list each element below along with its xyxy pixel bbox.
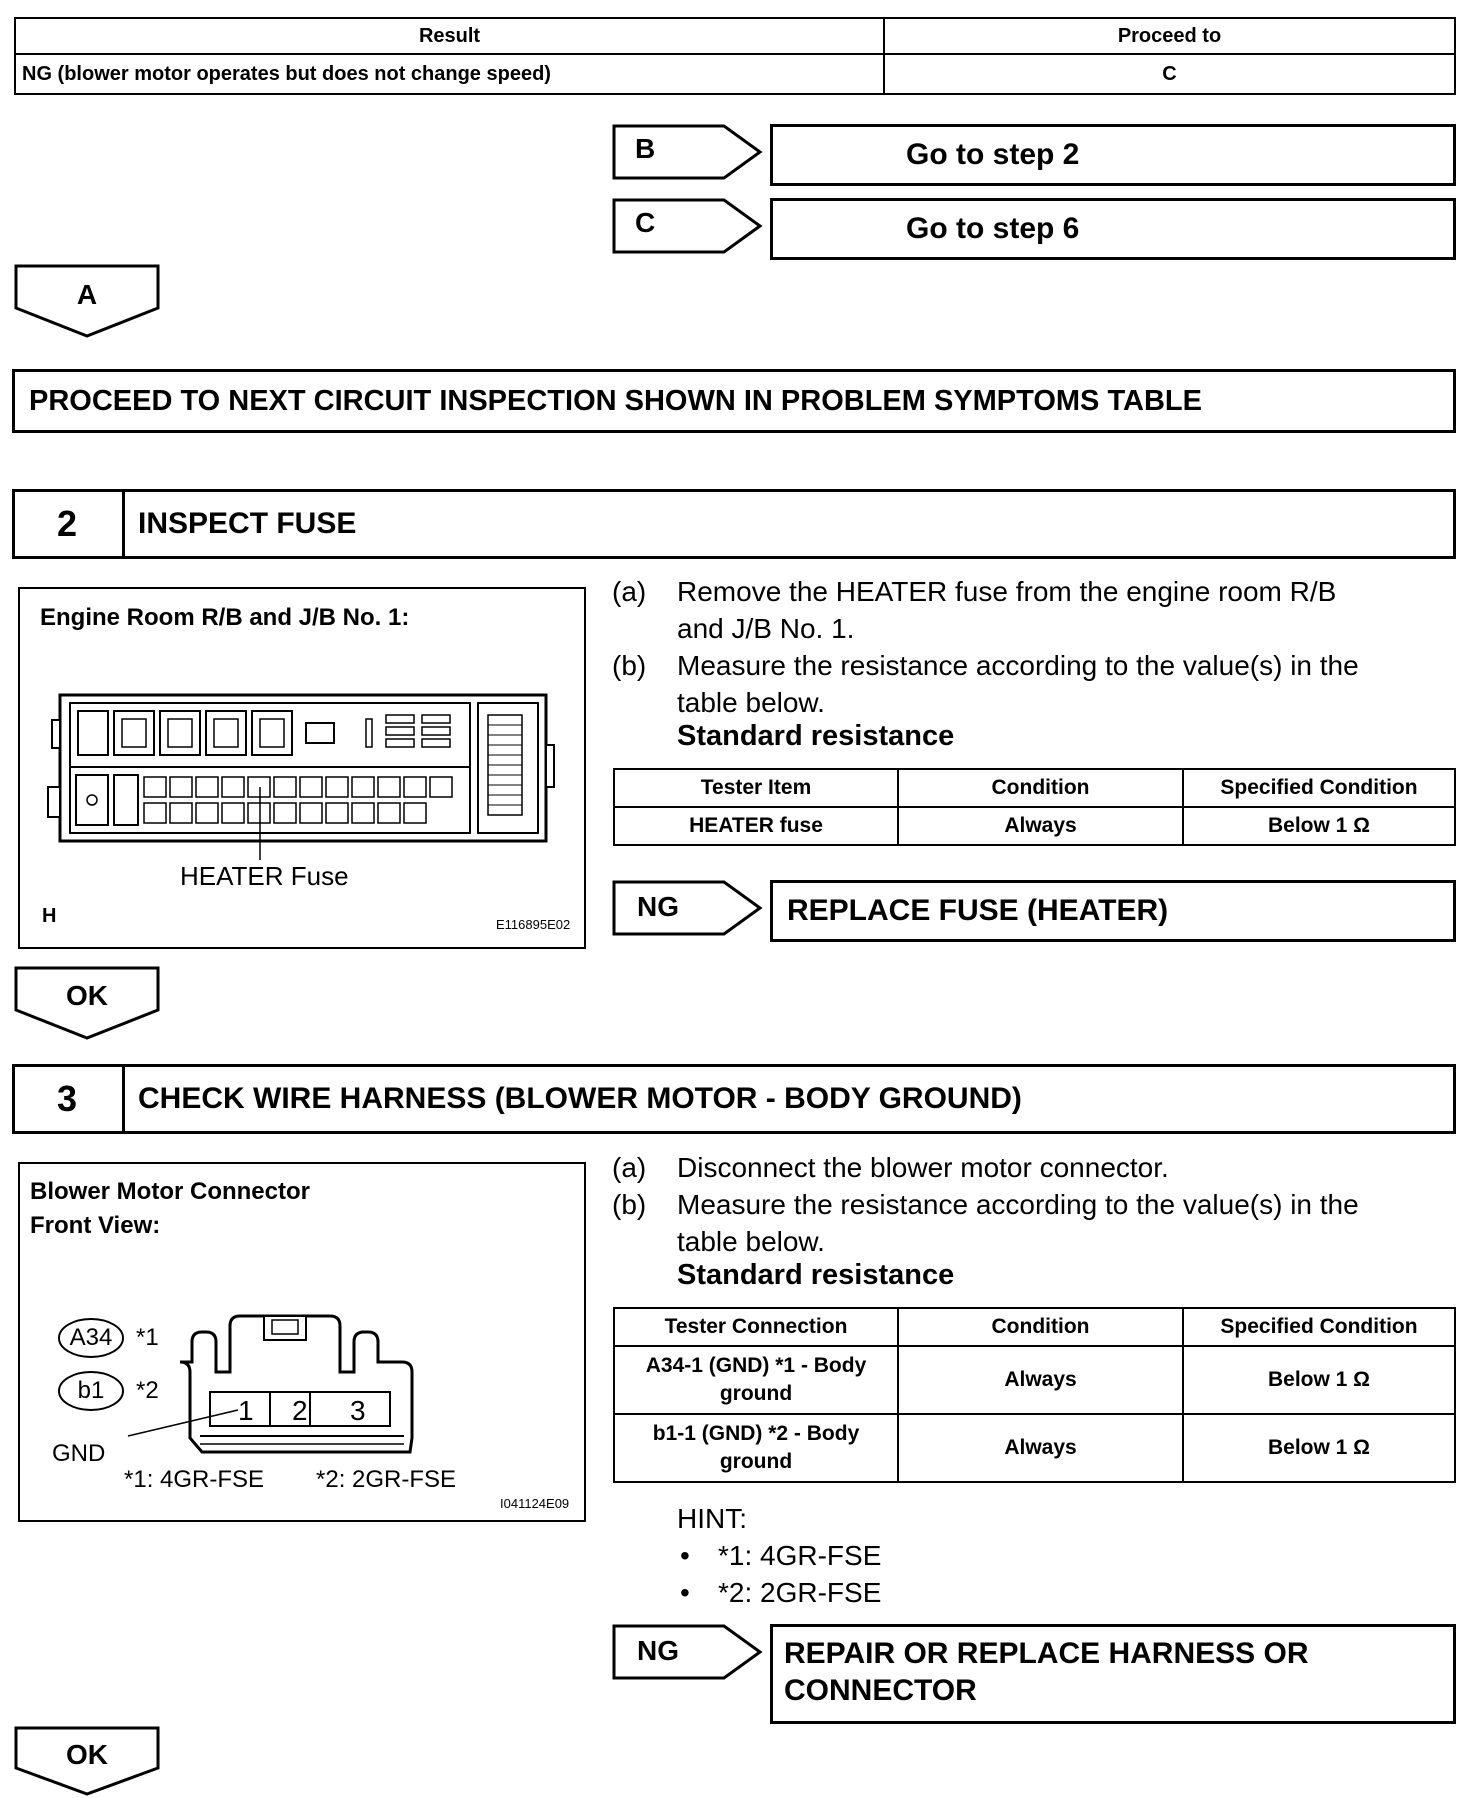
tester-item-header: Tester Item	[614, 769, 898, 807]
heater-fuse-callout: HEATER Fuse	[180, 861, 349, 891]
branch-c-tag: C	[635, 207, 656, 238]
connector-figure-subtitle: Front View:	[30, 1212, 161, 1239]
connector-pin-3: 3	[350, 1395, 366, 1426]
condition-header: Condition	[898, 769, 1183, 807]
replace-fuse-label: REPLACE FUSE (HEATER)	[787, 894, 1169, 927]
condition-cell: Always	[898, 807, 1183, 845]
connection-line-2: ground	[719, 1382, 793, 1405]
step-3-instruction-a	[612, 1149, 1462, 1189]
proceed-box	[12, 369, 1456, 433]
specified-condition-cell: Below 1 Ω	[1183, 807, 1455, 845]
step-2-ng-arrow[interactable]	[612, 880, 762, 936]
specified-condition-header: Specified Condition	[1183, 1308, 1455, 1346]
proceed-label: PROCEED TO NEXT CIRCUIT INSPECTION SHOWN IN PROBLEM SYMPTOMS TABLE	[29, 384, 1202, 417]
proceed-cell: C	[884, 54, 1455, 94]
go-to-step-2-button[interactable]	[770, 124, 1456, 186]
instruction-b-label: (b)	[612, 650, 647, 681]
fuse-figure-corner-mark: H	[42, 905, 57, 927]
instruction-b-label: (b)	[612, 1189, 647, 1220]
step-3-ng-arrow[interactable]	[612, 1624, 762, 1680]
specified-condition-cell: Below 1 Ω	[1183, 1346, 1455, 1414]
tester-connection-cell	[614, 1414, 898, 1482]
connection-line-2: ground	[719, 1450, 793, 1473]
hint-bullet-1: •	[680, 1540, 690, 1571]
connector-legend-1: *1: 4GR-FSE	[124, 1466, 265, 1493]
hint-item-2: *2: 2GR-FSE	[718, 1577, 882, 1608]
step-2-title: INSPECT FUSE	[138, 507, 357, 540]
connector-legend-2: *2: 2GR-FSE	[316, 1466, 457, 1493]
instruction-a-line-1: Remove the HEATER fuse from the engine room R/B	[677, 576, 1337, 607]
step-3-instruction-b	[612, 1186, 1462, 1266]
instruction-b-line-2: table below.	[677, 1226, 825, 1257]
step-2-instruction-a	[612, 573, 1462, 653]
connector-code-a34-note: *1	[136, 1324, 159, 1351]
connection-line-1: b1-1 (GND) *2 - Body	[652, 1422, 860, 1445]
step-3-ok-tag: OK	[66, 1739, 108, 1770]
instruction-b-line-2: table below.	[677, 687, 825, 718]
instruction-a-line-1: Disconnect the blower motor connector.	[677, 1152, 1169, 1183]
condition-cell: Always	[898, 1346, 1183, 1414]
step-3-standard-label: Standard resistance	[677, 1259, 955, 1291]
hint-title: HINT:	[677, 1503, 747, 1534]
connector-gnd-label: GND	[52, 1440, 106, 1467]
step-3-title: CHECK WIRE HARNESS (BLOWER MOTOR - BODY GROUND)	[138, 1082, 1022, 1115]
result-header: Result	[15, 18, 884, 54]
instruction-b-line-1: Measure the resistance according to the value(s) in the	[677, 1189, 1359, 1220]
go-to-step-2-label: Go to step 2	[906, 138, 1080, 171]
proceed-header: Proceed to	[884, 18, 1455, 54]
connector-code-b1-note: *2	[136, 1377, 159, 1404]
fuse-figure-id: E116895E02	[496, 917, 571, 932]
connector-figure-title: Blower Motor Connector	[30, 1178, 310, 1205]
fuse-block-diagram	[48, 695, 558, 845]
repair-harness-button[interactable]	[770, 1624, 1456, 1724]
result-table	[14, 17, 1456, 95]
connector-code-b1: b1	[77, 1377, 105, 1404]
go-to-step-6-button[interactable]	[770, 198, 1456, 260]
tester-connection-header: Tester Connection	[614, 1308, 898, 1346]
branch-b-tag: B	[635, 133, 656, 164]
specified-condition-header: Specified Condition	[1183, 769, 1455, 807]
hint-bullet-2: •	[680, 1577, 690, 1608]
instruction-b-line-1: Measure the resistance according to the value(s) in the	[677, 650, 1359, 681]
step-3-number: 3	[12, 1064, 125, 1134]
result-cell: NG (blower motor operates but does not change speed)	[15, 54, 884, 94]
hint-item-1: *1: 4GR-FSE	[718, 1540, 882, 1571]
repair-harness-label-line-2: CONNECTOR	[784, 1674, 977, 1707]
instruction-a-label: (a)	[612, 1152, 647, 1183]
step-2-ok-tag: OK	[66, 980, 108, 1011]
repair-harness-label-line-1: REPAIR OR REPLACE HARNESS OR	[784, 1637, 1309, 1670]
replace-fuse-button[interactable]	[770, 880, 1456, 942]
step-3-resistance-table	[613, 1307, 1456, 1483]
step-2-number: 2	[12, 489, 125, 559]
specified-condition-cell: Below 1 Ω	[1183, 1414, 1455, 1482]
step-2-resistance-table	[613, 768, 1456, 846]
blower-connector-diagram	[110, 1312, 420, 1462]
condition-cell: Always	[898, 1414, 1183, 1482]
step-2-instruction-b	[612, 647, 1462, 727]
connector-figure-id: I041124E09	[500, 1496, 570, 1511]
tester-item-cell: HEATER fuse	[614, 807, 898, 845]
connection-line-1: A34-1 (GND) *1 - Body	[645, 1354, 867, 1377]
instruction-a-label: (a)	[612, 576, 647, 607]
tester-connection-cell	[614, 1346, 898, 1414]
fuse-figure-title: Engine Room R/B and J/B No. 1:	[40, 604, 410, 631]
connector-pin-2: 2	[292, 1395, 308, 1426]
step-3-ng-tag: NG	[637, 1635, 679, 1666]
step-2-standard-label: Standard resistance	[677, 720, 955, 752]
branch-a-tag: A	[76, 279, 98, 310]
connector-pin-1: 1	[238, 1395, 254, 1426]
step-2-ng-tag: NG	[637, 891, 679, 922]
condition-header: Condition	[898, 1308, 1183, 1346]
connector-code-a34: A34	[69, 1324, 113, 1351]
go-to-step-6-label: Go to step 6	[906, 212, 1080, 245]
instruction-a-line-2: and J/B No. 1.	[677, 613, 855, 644]
